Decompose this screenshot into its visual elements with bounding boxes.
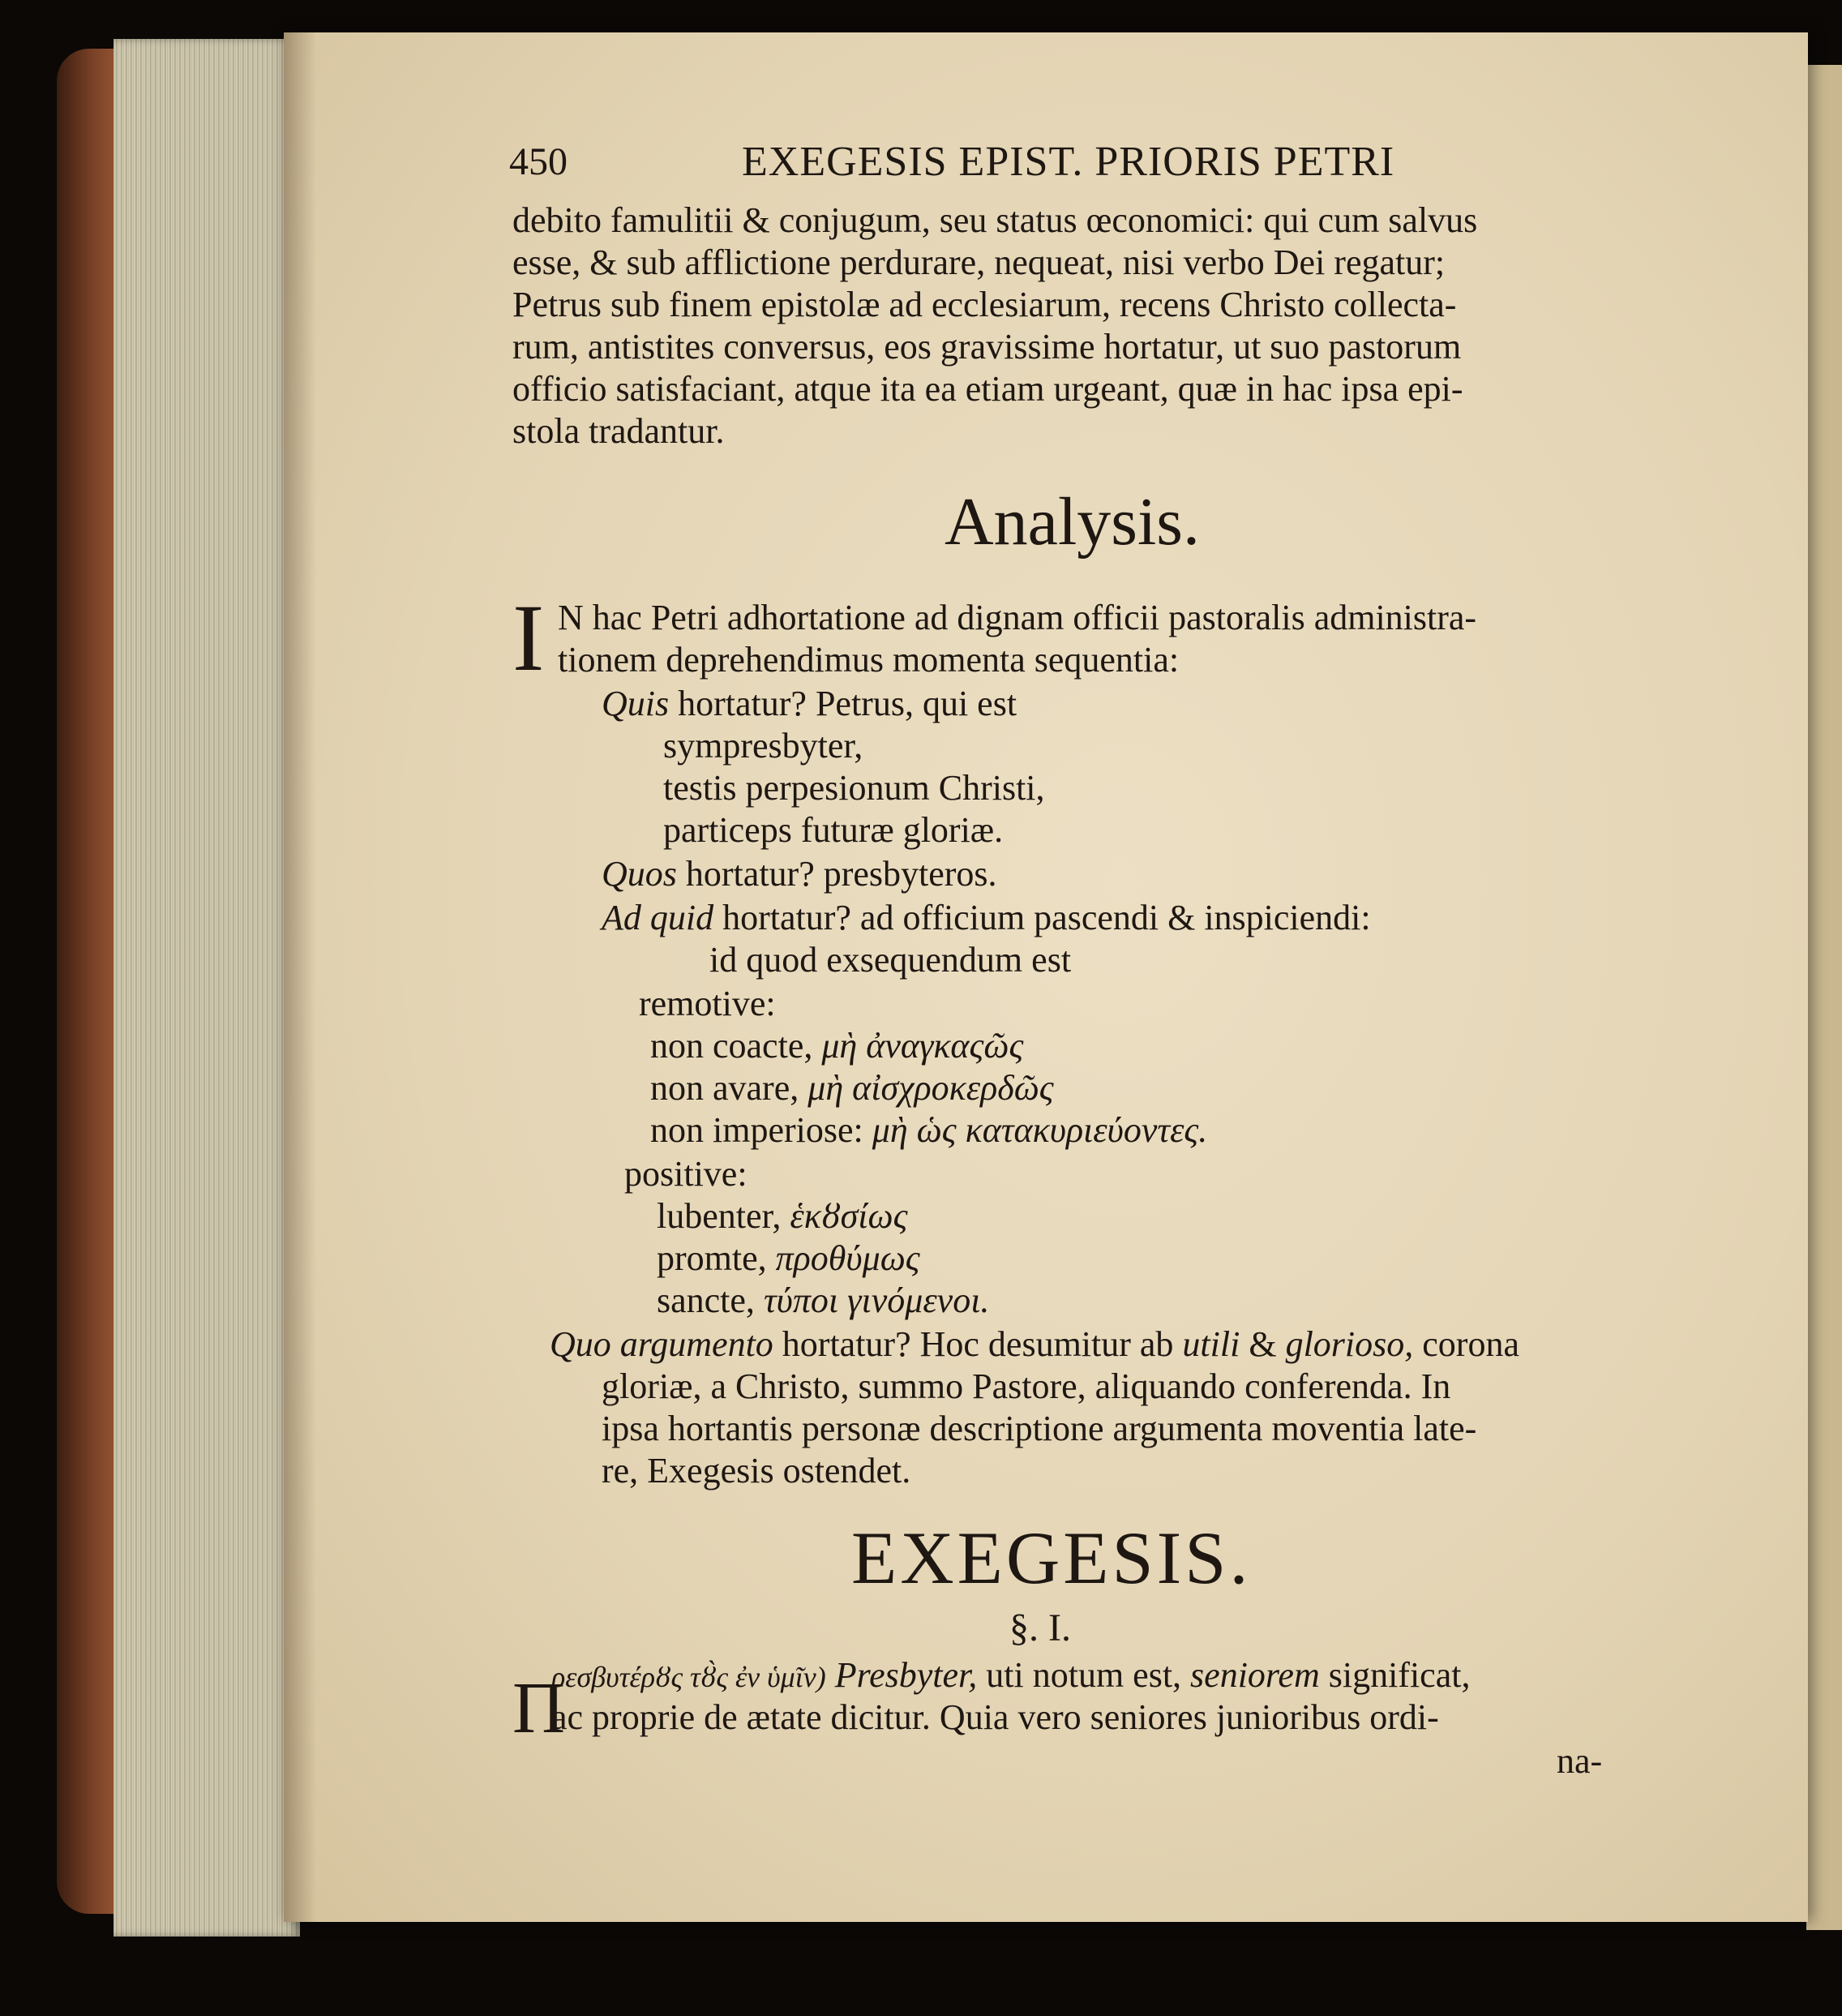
book-page: [284, 32, 1808, 1922]
intro-line: rum, antistites conversus, eos gravissime hortatur, ut suo pastorum: [512, 327, 1462, 367]
quo-line: ipsa hortantis personæ descriptione argumenta moventia late-: [602, 1409, 1477, 1448]
quo-glorioso: glorioso,: [1285, 1324, 1414, 1364]
remotive-latin: non coacte,: [650, 1026, 822, 1066]
positive-greek: προθύμως: [775, 1238, 920, 1278]
positive-latin: sancte,: [657, 1280, 764, 1320]
adquid-line: [602, 900, 1371, 936]
quis-text: hortatur? Petrus, qui est: [669, 684, 1017, 723]
positive-greek: τύποι γινόμενοι.: [763, 1280, 990, 1320]
exegesis-line: ac proprie de ætate dicitur. Quia vero seniores junioribus ordi-: [551, 1697, 1439, 1737]
section-mark: §. I.: [1009, 1606, 1071, 1649]
greek-lemma: ρεσβυτέρȣς τȣ̀ς ἐν ὑμῖν): [551, 1661, 826, 1693]
quo-label: Quo argumento: [550, 1324, 773, 1364]
remotive-latin: non imperiose:: [650, 1110, 872, 1150]
positive-greek: ἑκȣσίως: [790, 1196, 908, 1236]
quo-argumento-line: [550, 1324, 1519, 1364]
remotive-item: [650, 1070, 1054, 1106]
running-head: EXEGESIS EPIST. PRIORIS PETRI: [742, 139, 1395, 185]
positive-latin: promte,: [657, 1238, 776, 1278]
adquid-sub: id quod exsequendum est: [709, 940, 1072, 980]
quos-text: hortatur? presbyteros.: [676, 854, 997, 894]
analysis-heading: Analysis.: [945, 484, 1200, 560]
facing-page-edge: [1806, 65, 1842, 1930]
adquid-label: Ad quid: [602, 898, 714, 937]
page-edges: [114, 39, 300, 1937]
analysis-drop-cap: I: [512, 585, 545, 691]
analysis-line: N hac Petri adhortatione ad dignam officii pastoralis administra-: [558, 598, 1477, 637]
quis-label: Quis: [602, 684, 670, 723]
quo-and: &: [1240, 1324, 1286, 1364]
quo-text: hortatur? Hoc desumitur ab: [773, 1324, 1183, 1364]
analysis-line: tionem deprehendimus momenta sequentia:: [558, 640, 1180, 680]
intro-line: officio satisfaciant, atque ita ea etiam urgeant, quæ in hac ipsa epi-: [512, 369, 1463, 409]
quos-label: Quos: [602, 854, 677, 894]
positive-item: [657, 1196, 908, 1236]
exegesis-line: [551, 1655, 1471, 1695]
page-number: 450: [509, 140, 568, 183]
positive-item: [657, 1238, 920, 1278]
page-gutter-shadow: [284, 32, 316, 1922]
remotive-label: remotive:: [639, 984, 776, 1023]
presbyter-word: Presbyter,: [825, 1655, 978, 1695]
quis-item: testis perpesionum Christi,: [663, 768, 1045, 808]
positive-label: positive:: [624, 1154, 748, 1194]
exegesis-text: uti notum est,: [977, 1655, 1191, 1695]
positive-latin: lubenter,: [657, 1196, 790, 1236]
remotive-greek: μὴ ἀναγκαςῶς: [821, 1026, 1024, 1066]
remotive-greek: μὴ αἰσχροκερδῶς: [807, 1068, 1054, 1108]
quo-text-end: corona: [1413, 1324, 1519, 1364]
seniorem-word: seniorem: [1190, 1655, 1320, 1695]
exegesis-drop-cap: Π: [512, 1668, 565, 1748]
quis-item: particeps futuræ gloriæ.: [663, 810, 1004, 850]
intro-line: debito famulitii & conjugum, seu status œconomici: qui cum salvus: [512, 200, 1478, 240]
intro-line: stola tradantur.: [512, 411, 725, 451]
quos-line: [602, 856, 997, 892]
remotive-item: [650, 1110, 1208, 1150]
exegesis-text-end: significat,: [1319, 1655, 1471, 1695]
quis-line: [602, 686, 1017, 722]
remotive-item: [650, 1028, 1023, 1064]
intro-line: esse, & sub afflictione perdurare, nequeat, nisi verbo Dei regatur;: [512, 242, 1446, 282]
quis-item: sympresbyter,: [663, 726, 863, 766]
quo-line: re, Exegesis ostendet.: [602, 1451, 911, 1491]
intro-line: Petrus sub finem epistolæ ad ecclesiarum, recens Christo collecta-: [512, 285, 1457, 324]
quo-utili: utili: [1182, 1324, 1240, 1364]
quo-line: gloriæ, a Christo, summo Pastore, aliquando conferenda. In: [602, 1366, 1451, 1406]
remotive-greek: μὴ ὡς κατακυριεύοντες.: [872, 1110, 1208, 1150]
positive-item: [657, 1280, 990, 1320]
exegesis-heading: EXEGESIS.: [851, 1516, 1252, 1599]
catchword: na-: [1557, 1741, 1603, 1781]
adquid-text: hortatur? ad officium pascendi & inspiciendi:: [713, 898, 1371, 937]
remotive-latin: non avare,: [650, 1068, 808, 1108]
